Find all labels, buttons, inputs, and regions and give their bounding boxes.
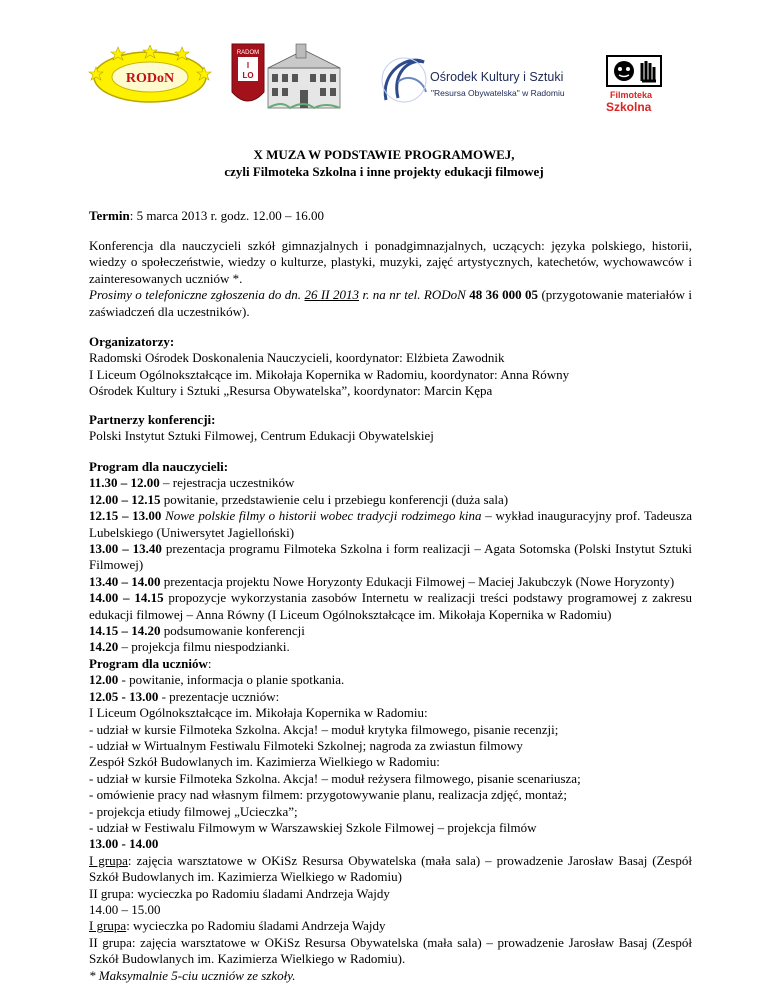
okis-logo-name: Ośrodek Kultury i Sztuki: [430, 70, 564, 84]
title-line-2: czyli Filmoteka Szkolna i inne projekty edukacji filmowej: [224, 163, 544, 179]
organizer-item: Ośrodek Kultury i Sztuki „Resursa Obywatelska”, koordynator: Marcin Kępa: [89, 383, 493, 399]
registration-note: Prosimy o telefoniczne zgłoszenia do dn. 26 II 2013 r. na nr tel. RODoN: [89, 287, 470, 303]
termin-value: : 5 marca 2013 r. godz. 12.00 – 16.00: [129, 208, 324, 223]
list-item: - omówienie pracy nad własnym filmem: przygotowywanie planu, realizacja zdjęć, montaż;: [89, 787, 567, 803]
termin: [89, 208, 692, 224]
svg-text:RADOM: RADOM: [236, 50, 260, 56]
list-item: - udział w kursie Filmoteka Szkolna. Akcja! – moduł krytyka filmowego, pisanie recenzji;: [89, 721, 559, 737]
okis-logo-subtitle: "Resursa Obywatelska" w Radomiu: [431, 88, 565, 98]
organizer-item: I Liceum Ogólnokształcące im. Mikołaja Kopernika w Radomiu, koordynator: Anna Równy: [89, 366, 570, 382]
list-item: I Liceum Ogólnokształcące im. Mikołaja Kopernika w Radomiu:: [89, 705, 428, 721]
filmoteka-logo-line1: Filmoteka: [610, 90, 653, 100]
agenda-item: 12.15 – 13.00 Nowe polskie filmy o historii wobec tradycji rodzimego kina – wykład inauguracyjny prof. Tadeusza Lubelskiego (Uniwersytet Jagielloński): [89, 508, 693, 540]
teachers-program-heading: Program dla nauczycieli:: [89, 459, 229, 474]
termin-label: Termin: [89, 208, 130, 223]
rodon-logo: [88, 45, 212, 105]
filmoteka-logo-line2: Szkolna: [606, 100, 652, 114]
svg-text:LO: LO: [242, 71, 254, 80]
list-item: - udział w kursie Filmoteka Szkolna. Akcja! – moduł reżysera filmowego, pisanie scenariusza;: [89, 770, 581, 786]
list-item: - udział w Festiwalu Filmowym w Warszawskiej Szkole Filmowej – projekcja filmów: [89, 819, 537, 835]
intro-text: Konferencja dla nauczycieli szkół gimnazjalnych i ponadgimnazjalnych, uczących: języka polskiego, historii, wiedzy o społeczeństwie, wiedzy o kulturze, plastyki, muzyki, zajęć artystycznych, katechetów, wychowawców i zainteresowanych uczniów *.: [89, 238, 692, 286]
agenda-item: 14.00 – 14.15 propozycje wykorzystania zasobów Internetu w realizacji treści podstawy programowej z zakresu edukacji filmowej – Anna Równy (I Liceum Ogólnokształcące im. Mikołaja Kopernika w Radomiu): [89, 590, 692, 622]
organizers: [89, 334, 692, 400]
partners-heading: Partnerzy konferencji:: [89, 412, 216, 427]
agenda-item: 12.00 - powitanie, informacja o planie spotkania.: [89, 672, 345, 688]
agenda-item: 13.00 – 13.40 prezentacja programu Filmoteka Szkolna i form realizacji – Agata Sotomska (Polski Instytut Sztuki Filmowej): [89, 541, 692, 573]
group-item: I grupa: wycieczka po Radomiu śladami Andrzeja Wajdy: [89, 918, 386, 934]
svg-text:I: I: [246, 61, 250, 70]
list-item: - udział w Wirtualnym Festiwalu Filmoteki Szkolnej; nagroda za zwiastun filmowy: [89, 737, 523, 753]
list-item: Zespół Szkół Budowlanych im. Kazimierza Wielkiego w Radomiu:: [89, 754, 440, 770]
school-building-icon: [268, 44, 340, 108]
agenda-item: 12.05 - 13.00 - prezentacje uczniów:: [89, 688, 280, 704]
time-slot: 14.00 – 15.00: [89, 901, 161, 917]
okis-logo-mark: [378, 52, 430, 108]
filmoteka-logo: [606, 55, 662, 87]
organizer-item: Radomski Ośrodek Doskonalenia Nauczycieli, koordynator: Elżbieta Zawodnik: [89, 350, 505, 366]
title-line-1: X MUZA W PODSTAWIE PROGRAMOWEJ,: [253, 147, 515, 162]
students-program-heading: Program dla uczniów: [89, 655, 208, 671]
program: Program dla nauczycieli: 11.30 – 12.00 – rejestracja uczestników 12.00 – 12.15 powitanie, przedstawienie celu i przebiegu konferencji (duża sala) 12.15 – 13.00 Nowe polskie filmy o historii wobec tradycji rodzimego kina – wykład inauguracyjny prof. Tadeusza Lubelskiego (Uniwersytet Jagielloński) 13.00 – 13.40 prezentacja programu Filmoteka Szkolna i form realizacji – Agata Sotomska (Polski Instytut Sztuki Filmowej) 13.40 – 14.00 prezentacja projektu Nowe Horyzonty Edukacji Filmowej – Maciej Jakubczyk (Nowe Horyzonty) 14.00 – 14.15 propozycje wykorzystania zasobów Internetu w realizacji treści podstawy programowej z zakresu edukacji filmowej – Anna Równy (I Liceum Ogólnokształcące im. Mikołaja Kopernika w Radomiu) 14.15 – 14.20 podsumowanie konferencji 14.20 – projekcja filmu niespodzianki. Program dla uczniów: 12.00 - powitanie, informacja o planie spotkania. 12.05 - 13.00 - prezentacje uczniów: I Liceum Ogólnokształcące im. Mikołaja Kopernika w Radomiu: - udział w kursie Filmoteka Szkolna. Akcja! – moduł krytyka filmowego, pisanie recenzji; - udział w Wirtualnym Festiwalu Filmoteki Szkolnej; nagroda za zwiastun filmowy Zespół Szkół Budowlanych im. Kazimierza Wielkiego w Radomiu: - udział w kursie Filmoteka Szkolna. Akcja! – moduł reżysera filmowego, pisanie scenariusza; - omówienie pracy nad własnym filmem: przygotowywanie planu, realizacja zdjęć, montaż; - projekcja etiudy filmowej „Ucieczka”; - udział w Festiwalu Filmowym w Warszawskiej Szkole Filmowej – projekcja filmów 13.00 - 14.00 I grupa: zajęcia warsztatowe w OKiSz Resursa Obywatelska (mała sala) – prowadzenie Jarosław Basaj (Zespół Szkół Budowlanych im. Kazimierza Wielkiego w Radomiu) II grupa: wycieczka po Radomiu śladami Andrzeja Wajdy 14.00 – 15.00 I grupa: wycieczka po Radomiu śladami Andrzeja Wajdy II grupa: zajęcia warsztatowe w OKiSz Resursa Obywatelska (mała sala) – prowadzenie Jarosław Basaj (Zespół Szkół Budowlanych im. Kazimierza Wielkiego w Radomiu). * Maksymalnie 5-ciu uczniów ze szkoły.: [89, 459, 693, 983]
registration-deadline: 26 II 2013: [304, 287, 360, 303]
time-slot: 13.00 - 14.00: [89, 836, 159, 852]
group-item: II grupa: zajęcia warsztatowe w OKiSz Resursa Obywatelska (mała sala) – prowadzenie Jarosław Basaj (Zespół Szkół Budowlanych im. Kazimierza Wielkiego w Radomiu).: [89, 934, 692, 967]
intro: Konferencja dla nauczycieli szkół gimnazjalnych i ponadgimnazjalnych, uczących: języka polskiego, historii, wiedzy o społeczeństwie, wiedzy o kulturze, plastyki, muzyki, zajęć artystycznych, katechetów, wychowawców i zainteresowanych uczniów *. Prosimy o telefoniczne zgłoszenia do dn. 26 II 2013 r. na nr tel. RODoN 48 36 000 05 (przygotowanie materiałów i zaświadczeń dla uczestników).: [89, 238, 693, 319]
agenda-item: 12.00 – 12.15 powitanie, przedstawienie celu i przebiegu konferencji (duża sala): [89, 491, 509, 507]
logo-bar: [0, 0, 768, 120]
liceum-logo: [230, 40, 342, 120]
group-item: I grupa: zajęcia warsztatowe w OKiSz Resursa Obywatelska (mała sala) – prowadzenie Jarosław Basaj (Zespół Szkół Budowlanych im. Kazimierza Wielkiego w Radomiu): [89, 852, 692, 885]
phone-number: 48 36 000 05: [469, 287, 539, 303]
agenda-item: 14.15 – 14.20 podsumowanie konferencji: [89, 623, 305, 639]
footnote: * Maksymalnie 5-ciu uczniów ze szkoły.: [89, 967, 296, 983]
organizers-heading: Organizatorzy:: [89, 334, 175, 349]
group-item: II grupa: wycieczka po Radomiu śladami Andrzeja Wajdy: [89, 885, 390, 901]
agenda-item: 14.20 – projekcja filmu niespodzianki.: [89, 639, 290, 655]
agenda-item: 13.40 – 14.00 prezentacja projektu Nowe Horyzonty Edukacji Filmowej – Maciej Jakubczyk (Nowe Horyzonty): [89, 573, 675, 589]
rodon-logo-text: RODoN: [125, 71, 175, 86]
partners: [89, 412, 692, 445]
document-title: [0, 147, 768, 180]
list-item: - projekcja etiudy filmowej „Ucieczka”;: [89, 803, 298, 819]
partners-list: Polski Instytut Sztuki Filmowej, Centrum Edukacji Obywatelskiej: [89, 428, 434, 444]
agenda-item: 11.30 – 12.00 – rejestracja uczestników: [89, 475, 295, 491]
